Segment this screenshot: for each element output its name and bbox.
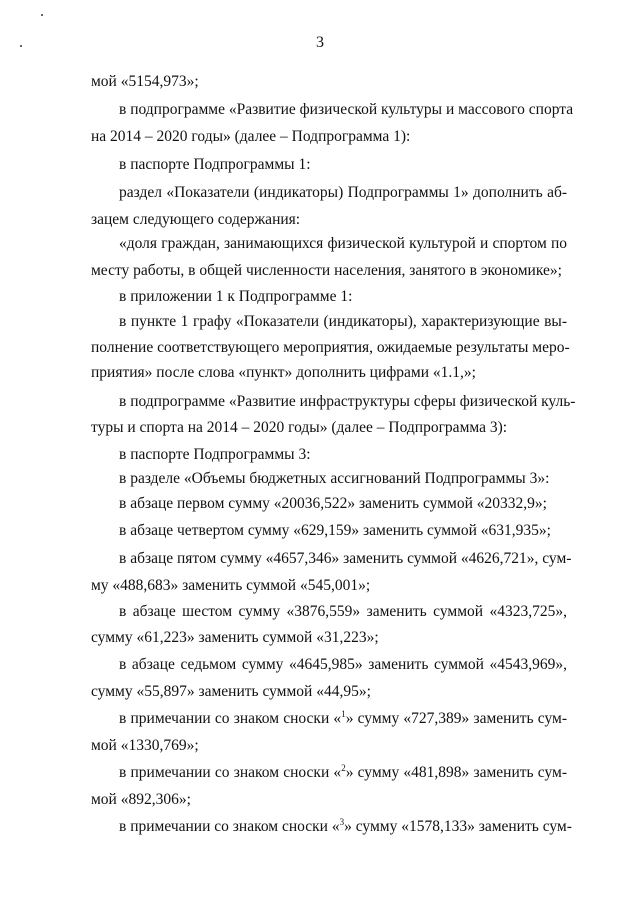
text-run: в примечании со знаком сноски « [119, 818, 340, 835]
text-run: » сумму «727,389» заменить сум- [345, 710, 567, 727]
text-run: » сумму «1578,133» заменить сум- [344, 818, 572, 835]
text-line: в паспорте Подпрограммы 1: [119, 156, 311, 173]
text-line: мой «892,306»; [91, 791, 191, 808]
text-line: полнение соответствующего мероприятия, ожидаемые результаты меро- [91, 339, 570, 356]
text-line: туры и спорта на 2014 – 2020 годы» (далее – Подпрограмма 3): [91, 419, 508, 436]
text-line: мой «1330,769»; [91, 737, 199, 754]
text-line: на 2014 – 2020 годы» (далее – Подпрограмма 1): [91, 128, 411, 145]
text-line: месту работы, в общей численности населения, занятого в экономике»; [91, 262, 562, 279]
scan-speck [41, 14, 43, 16]
footnote-mark: 3 [339, 816, 345, 827]
text-line: в абзаце седьмом сумму «4645,985» заменить суммой «4543,969», [119, 656, 567, 673]
text-line: раздел «Показатели (индикаторы) Подпрограммы 1» дополнить аб- [119, 184, 567, 201]
text-line: в подпрограмме «Развитие инфраструктуры сферы физической куль- [119, 393, 576, 410]
text-line: сумму «55,897» заменить суммой «44,95»; [91, 683, 371, 700]
text-line: зацем следующего содержания: [91, 211, 301, 228]
footnote-mark: 2 [341, 762, 346, 773]
text-line: му «488,683» заменить суммой «545,001»; [91, 577, 371, 594]
text-line: в абзаце четвертом сумму «629,159» заменить суммой «631,935»; [119, 522, 551, 539]
text-line [119, 816, 572, 837]
text-line: в абзаце пятом сумму «4657,346» заменить суммой «4626,721», сум- [119, 550, 572, 567]
text-line: в паспорте Подпрограммы 3: [119, 446, 311, 463]
text-line [119, 709, 567, 729]
text-run: в примечании со знаком сноски « [119, 710, 342, 727]
text-line: в абзаце первом сумму «20036,522» заменить суммой «20332,9»; [119, 495, 547, 512]
text-line: сумму «61,223» заменить суммой «31,223»; [91, 629, 379, 646]
text-line: приятия» после слова «пункт» дополнить цифрами «1.1,»; [91, 364, 476, 381]
footnote-mark: 1 [341, 708, 346, 719]
text-line: в пункте 1 графу «Показатели (индикаторы), характеризующие вы- [119, 313, 567, 330]
text-line: в абзаце шестом сумму «3876,559» заменить суммой «4323,725», [119, 603, 567, 620]
text-run: » сумму «481,898» заменить сум- [345, 764, 567, 781]
text-line: мой «5154,973»; [91, 73, 199, 90]
text-line [119, 763, 567, 783]
text-line: «доля граждан, занимающихся физической культурой и спортом по [119, 235, 567, 252]
text-line: в приложении 1 к Подпрограмме 1: [119, 288, 353, 305]
text-line: в разделе «Объемы бюджетных ассигнований Подпрограммы 3»: [119, 470, 550, 487]
text-line: в подпрограмме «Развитие физической культуры и массового спорта [119, 101, 574, 118]
text-run: в примечании со знаком сноски « [119, 764, 342, 781]
page-number: 3 [316, 34, 324, 51]
